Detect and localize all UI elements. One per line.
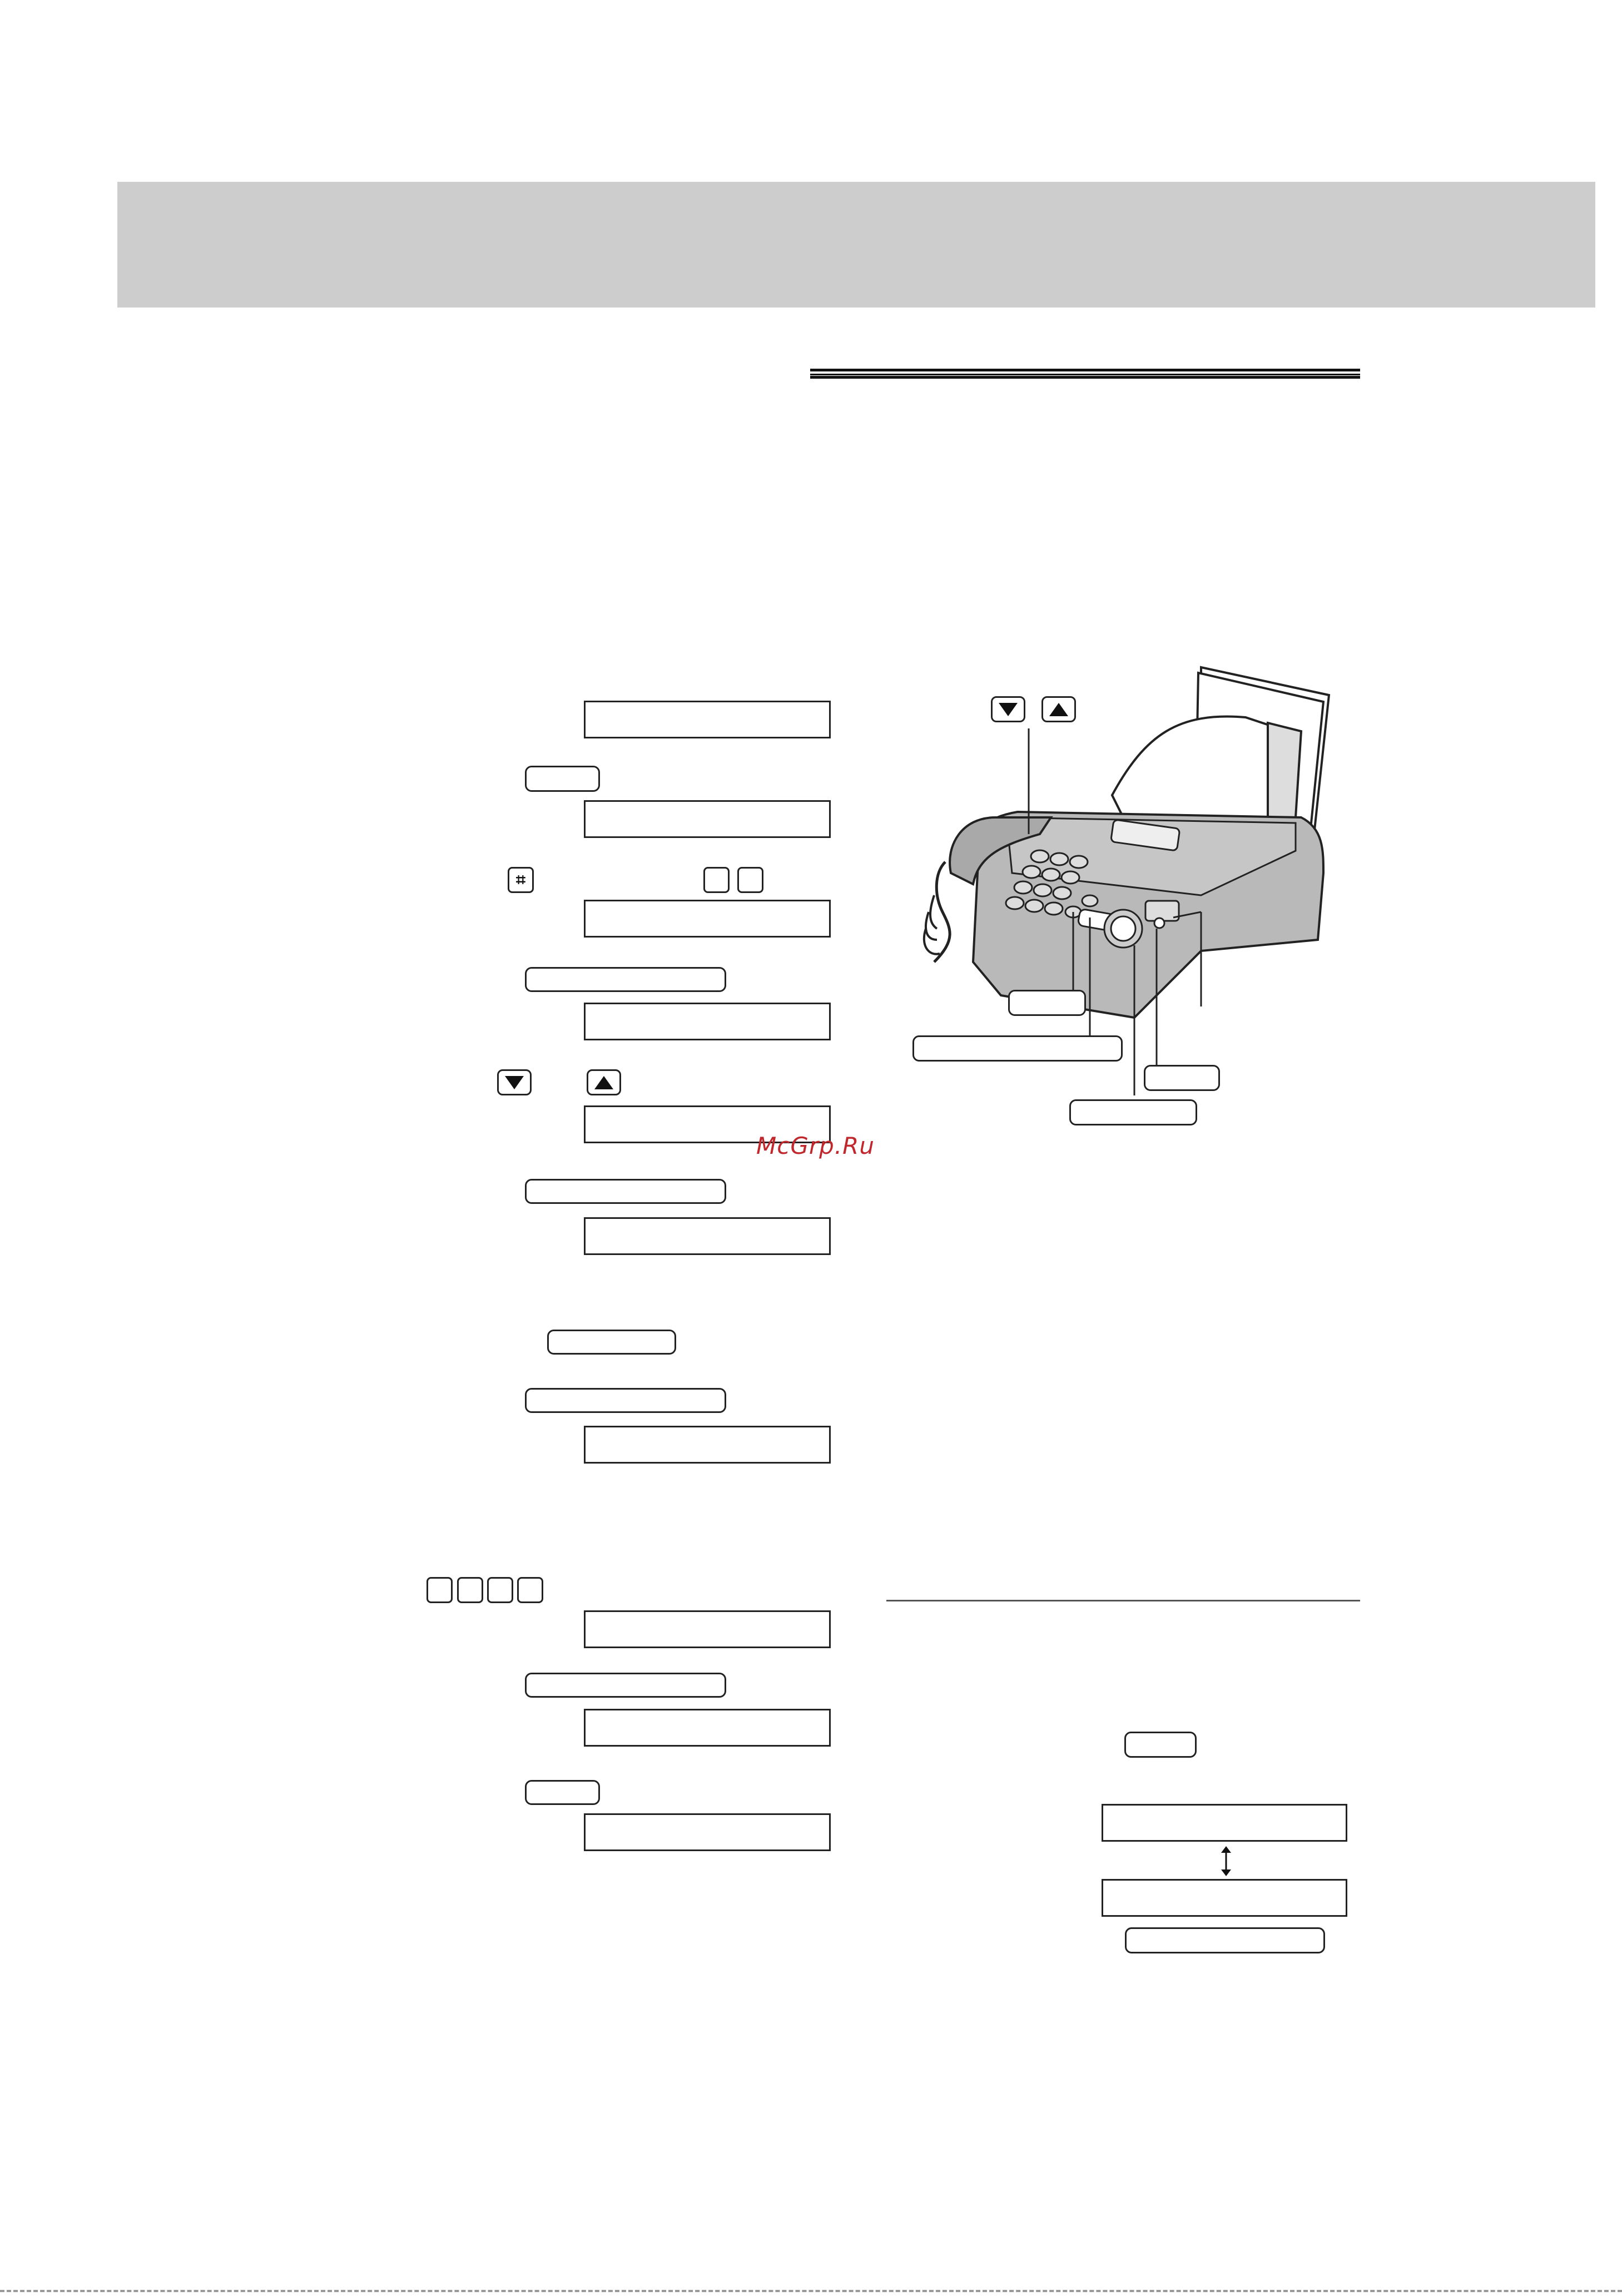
digit-key-c[interactable] xyxy=(487,1577,513,1603)
lcd-display-step-6 xyxy=(584,1217,831,1255)
hash-key-icon[interactable]: ⌗ xyxy=(508,867,534,893)
set-button-step-4[interactable] xyxy=(525,967,726,992)
key-button-step-10[interactable] xyxy=(525,1780,600,1805)
callout-button-right xyxy=(1144,1065,1220,1091)
lcd-display-step-8 xyxy=(584,1610,831,1648)
set-button-step-6[interactable] xyxy=(525,1179,726,1204)
key-button-step-7[interactable] xyxy=(547,1330,676,1355)
lcd-display-step-7 xyxy=(584,1426,831,1464)
lcd-display-step-9 xyxy=(584,1709,831,1747)
lcd-display-step-10 xyxy=(584,1813,831,1851)
digit-key-2[interactable] xyxy=(737,867,763,893)
header-band xyxy=(117,182,1595,308)
section-title-rule xyxy=(810,369,1360,379)
callout-button-long xyxy=(912,1035,1123,1062)
set-button-step-7[interactable] xyxy=(525,1388,726,1413)
lcd-display-right-2 xyxy=(1102,1879,1347,1917)
watermark: McGrp.Ru xyxy=(756,1132,875,1159)
key-button-right-step[interactable] xyxy=(1124,1732,1197,1758)
section-divider xyxy=(886,1600,1360,1601)
digit-key-1[interactable] xyxy=(703,867,730,893)
digit-key-d[interactable] xyxy=(517,1577,543,1603)
digit-key-a[interactable] xyxy=(426,1577,453,1603)
key-button-step-2[interactable] xyxy=(525,766,600,792)
digit-key-b[interactable] xyxy=(457,1577,483,1603)
lcd-display-step-4 xyxy=(584,1003,831,1040)
set-button-step-9[interactable] xyxy=(525,1673,726,1698)
callout-button-bottom xyxy=(1069,1099,1197,1125)
page-bottom-edge xyxy=(0,2290,1622,2292)
lcd-display-step-2 xyxy=(584,800,831,838)
down-arrow-key-icon[interactable] xyxy=(497,1069,532,1095)
up-down-arrow-icon xyxy=(1218,1846,1234,1876)
callout-button-left xyxy=(1008,990,1086,1016)
set-button-right-step[interactable] xyxy=(1125,1927,1325,1953)
lcd-display-right-1 xyxy=(1102,1804,1347,1842)
lcd-display-step-3 xyxy=(584,900,831,938)
up-arrow-key-icon[interactable] xyxy=(587,1069,621,1095)
lcd-display-step-1 xyxy=(584,701,831,738)
